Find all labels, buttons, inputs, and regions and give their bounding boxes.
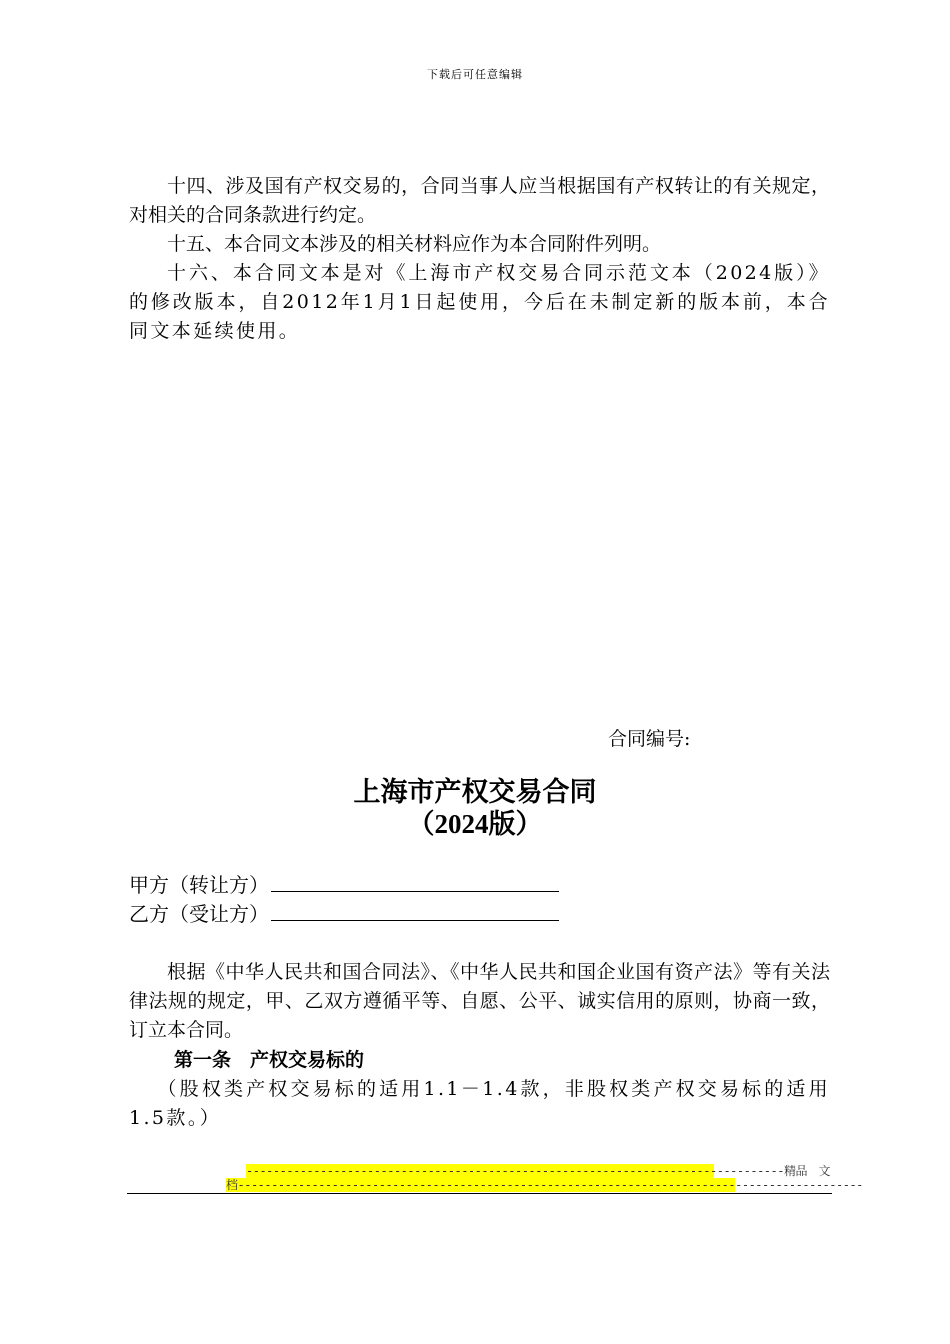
document-subtitle: （2024版） (407, 809, 543, 839)
party-b-row (129, 900, 559, 928)
party-a-row (129, 871, 559, 899)
party-b-blank[interactable] (271, 900, 559, 921)
footer-rule (127, 1193, 832, 1194)
paragraph-14: 十四、涉及国有产权交易的，合同当事人应当根据国有产权转让的有关规定，对相关的合同条款进行约定。 (129, 175, 830, 226)
article-1-title: 第一条 产权交易标的 (174, 1049, 365, 1071)
article-1-note: （股权类产权交易标的适用1.1－1.4款，非股权类产权交易标的适用1.5款。） (129, 1078, 830, 1129)
footer-mark-line-1: --------------------------------------------------------------------------------精品 文 (246, 1164, 830, 1178)
party-a-label: 甲方（转让方） (129, 873, 269, 897)
intro-paragraph: 根据《中华人民共和国合同法》、《中华人民共和国企业国有资产法》等有关法律法规的规定，甲、乙双方遵循平等、自愿、公平、诚实信用的原则，协商一致，订立本合同。 (129, 961, 830, 1041)
paragraph-16: 十六、本合同文本是对《上海市产权交易合同示范文本（2024版）》的修改版本，自2012年1月1日起使用，今后在未制定新的版本前，本合同文本延续使用。 (129, 262, 830, 342)
page-header: 下载后可任意编辑 (427, 68, 523, 81)
party-b-label: 乙方（受让方） (129, 902, 269, 926)
party-a-blank[interactable] (271, 871, 559, 892)
document-title: 上海市产权交易合同 (353, 777, 597, 808)
contract-number-label: 合同编号: (608, 728, 691, 750)
paragraph-15: 十五、本合同文本涉及的相关材料应作为本合同附件列明。 (167, 233, 662, 255)
footer-mark-line-2: 档--------------------------------------------------------------------------------------------- (226, 1178, 863, 1192)
